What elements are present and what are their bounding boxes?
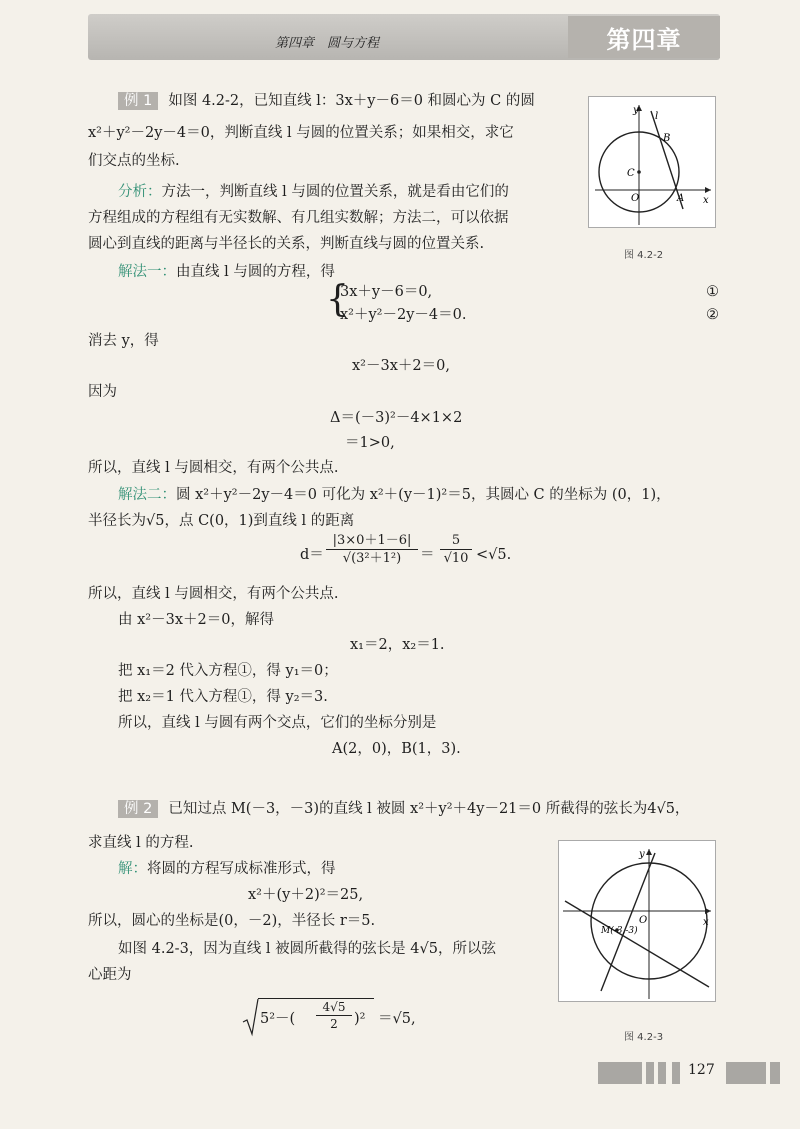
solution2-line2: 半径长为√5，点 C(0，1)到直线 l 的距离 [88, 513, 355, 529]
solution1-text: 由直线 l 与圆的方程，得 [176, 264, 335, 280]
distance-numerator-2: 5 [440, 533, 472, 550]
label-y: y [633, 105, 639, 116]
line-l-1 [565, 901, 709, 987]
example1-line2: x²＋y²－2y－4＝0，判断直线 l 与圆的位置关系；如果相交，求它 [88, 125, 514, 141]
standard-form: x²＋(y＋2)²＝25, [248, 887, 364, 903]
figure-4-2-2 [588, 96, 716, 228]
conclusion-3: 所以，直线 l 与圆有两个交点，它们的坐标分别是 [118, 715, 437, 731]
label-M: M(-3,-3) [601, 926, 638, 936]
radical-sign [242, 998, 260, 1038]
example2-line2: 求直线 l 的方程. [88, 835, 194, 851]
solution-ex2-line [118, 860, 336, 878]
example2-text: 已知过点 M(－3，－3)的直线 l 被圆 x²＋y²＋4y－21＝0 所截得的弦长为4√5， [168, 801, 690, 817]
distance-denominator-2: √10 [443, 551, 469, 566]
label-C: C [627, 168, 635, 179]
root-tail: )² [354, 1011, 366, 1027]
distance-rhs: <√5. [476, 547, 512, 563]
solution1-line [118, 263, 335, 281]
substitution-1: 把 x₁＝2 代入方程①，得 y₁＝0； [118, 663, 338, 679]
figure-4-2-3 [558, 840, 716, 1002]
solution2-label: 解法二： [118, 487, 176, 503]
solve-text: 由 x²－3x＋2＝0，解得 [118, 612, 274, 628]
figure-4-2-2-graph [589, 97, 717, 229]
root-base: 5²－( [260, 1011, 296, 1027]
roots: x₁＝2，x₂＝1. [350, 637, 445, 653]
footer-block-1 [598, 1062, 642, 1084]
analysis-line3: 圆心到直线的距离与半径长的关系，判断直线与圆的位置关系. [88, 236, 485, 252]
footer-block-3 [658, 1062, 666, 1084]
page-number: 127 [688, 1062, 715, 1078]
equation-2-number: ② [706, 307, 719, 323]
center-point [637, 170, 641, 174]
root-fraction [316, 1000, 352, 1032]
footer-block-6 [770, 1062, 780, 1084]
figure-4-2-3-caption: 图 4.2-3 [624, 1032, 664, 1043]
because-text: 因为 [88, 384, 117, 400]
example1-text: 如图 4.2-2，已知直线 l：3x＋y－6＝0 和圆心为 C 的圆 [168, 93, 535, 109]
distance-fraction-2 [440, 533, 472, 568]
label-y: y [639, 849, 645, 860]
distance-denominator: √(3²＋1²) [342, 551, 402, 566]
analysis-line2: 方程组成的方程组有无实数解、有几组实数解；方法二，可以依据 [88, 210, 509, 226]
example1-tag: 例 1 [118, 92, 158, 110]
discriminant-line1: Δ＝(－3)²－4×1×2 [330, 410, 463, 426]
chord-line2: 心距为 [88, 967, 132, 983]
intersection-points: A(2，0)，B(1，3). [332, 741, 461, 757]
header-title: 第四章 圆与方程 [275, 36, 380, 51]
label-A: A [677, 193, 685, 204]
chapter-mark: 第四章 [568, 16, 720, 58]
footer-block-4 [672, 1062, 680, 1084]
distance-lhs: d＝ [300, 547, 324, 563]
quadratic-equation: x²－3x＋2＝0, [352, 358, 450, 374]
label-O: O [631, 193, 640, 204]
example1-line3: 们交点的坐标. [88, 153, 180, 169]
chord-line1: 如图 4.2-3，因为直线 l 被圆所截得的弦长是 4√5，所以弦 [118, 941, 496, 957]
example1-line1 [118, 92, 535, 110]
conclusion-2: 所以，直线 l 与圆相交，有两个公共点. [88, 586, 339, 602]
analysis-label: 分析： [118, 184, 162, 200]
label-x: x [703, 195, 709, 206]
example2-line1 [118, 800, 689, 818]
analysis-text: 方法一，判断直线 l 与圆的位置关系，就是看由它们的 [161, 184, 509, 200]
label-l: l [655, 111, 659, 122]
system-brace: { [326, 279, 349, 320]
example2-tag: 例 2 [118, 800, 158, 818]
solution2-line1 [118, 486, 671, 504]
discriminant-line2: ＝1>0, [345, 435, 395, 451]
equation-1-number: ① [706, 284, 719, 300]
label-B: B [663, 133, 671, 144]
solution1-label: 解法一： [118, 264, 176, 280]
x-axis-arrow [705, 187, 711, 193]
eliminate-y: 消去 y，得 [88, 333, 159, 349]
center-radius: 所以，圆心的坐标是(0，－2)，半径长 r＝5. [88, 913, 376, 929]
label-O: O [639, 915, 648, 926]
footer-block-2 [646, 1062, 654, 1084]
footer-block-5 [726, 1062, 766, 1084]
label-x: x [703, 917, 709, 928]
conclusion-1: 所以，直线 l 与圆相交，有两个公共点. [88, 460, 339, 476]
root-frac-den: 2 [330, 1017, 338, 1031]
equation-1: 3x＋y－6＝0, [340, 284, 433, 300]
solution2-text: 圆 x²＋y²－2y－4＝0 可化为 x²＋(y－1)²＝5，其圆心 C 的坐标为 (0，1)， [176, 487, 671, 503]
figure-4-2-3-graph [559, 841, 717, 1003]
equation-2: x²＋y²－2y－4＝0. [340, 307, 467, 323]
distance-equals: ＝ [420, 547, 435, 563]
root-frac-num: 4√5 [316, 1000, 352, 1016]
analysis-line1 [118, 183, 509, 201]
distance-numerator: |3×0＋1－6| [326, 533, 418, 550]
root-rhs: ＝√5, [378, 1011, 416, 1027]
radical-bar [258, 998, 374, 999]
y-axis-arrow [646, 849, 652, 855]
figure-4-2-2-caption: 图 4.2-2 [624, 250, 664, 261]
distance-fraction [326, 533, 418, 568]
substitution-2: 把 x₂＝1 代入方程①，得 y₂＝3. [118, 689, 328, 705]
solution-ex2-label: 解： [118, 861, 147, 877]
solution-ex2-text: 将圆的方程写成标准形式，得 [147, 861, 336, 877]
